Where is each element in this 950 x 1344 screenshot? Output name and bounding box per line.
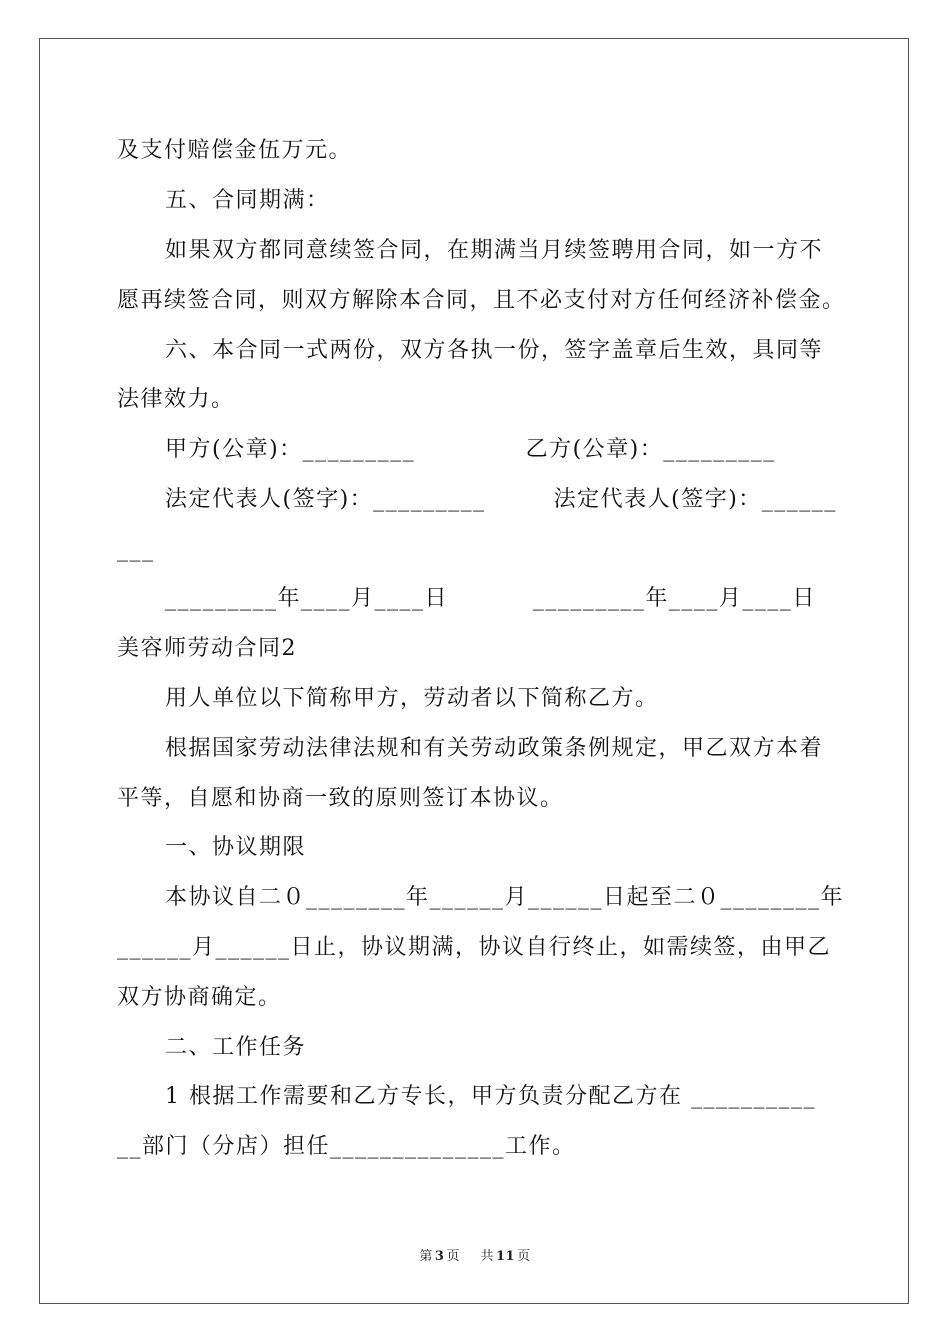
paragraph-line: 六、本合同一式两份，双方各执一份，签字盖章后生效，具同等 bbox=[165, 338, 824, 363]
paragraph-line: 如果双方都同意续签合同，在期满当月续签聘用合同，如一方不 bbox=[165, 238, 824, 263]
contract-title: 美容师劳动合同2 bbox=[117, 636, 297, 661]
paragraph-line: 愿再续签合同，则双方解除本合同，且不必支付对方任何经济补偿金。 bbox=[117, 288, 846, 313]
paragraph-line: 法律效力。 bbox=[117, 387, 235, 412]
signature-representative-line: 法定代表人(签字)：_________ 法定代表人(签字)：______ bbox=[165, 487, 837, 512]
paragraph-line: __部门（分店）担任______________工作。 bbox=[117, 1134, 576, 1159]
paragraph-line: ______月______日止，协议期满，协议自行终止，如需续签，由甲乙 bbox=[117, 935, 832, 960]
total-prefix: 共 bbox=[480, 1249, 494, 1264]
paragraph-line: 及支付赔偿金伍万元。 bbox=[117, 138, 353, 163]
section-heading: 二、工作任务 bbox=[165, 1035, 307, 1060]
section-heading: 五、合同期满： bbox=[165, 188, 330, 213]
section-heading: 一、协议期限 bbox=[165, 835, 307, 860]
signature-seal-line: 甲方(公章)：_________ 乙方(公章)：_________ bbox=[165, 437, 776, 462]
paragraph-line: 平等，自愿和协商一致的原则签订本协议。 bbox=[117, 786, 564, 811]
page-suffix: 页 bbox=[446, 1249, 460, 1264]
paragraph-line: ___ bbox=[117, 537, 155, 562]
page-total: 11 bbox=[496, 1249, 516, 1264]
page-prefix: 第 bbox=[419, 1249, 433, 1264]
signature-date-line: _________年____月____日 _________年____月____日 bbox=[165, 586, 816, 611]
paragraph-line: 本协议自二０________年______月______日起至二０________年 bbox=[165, 885, 845, 910]
paragraph-line: 用人单位以下简称甲方，劳动者以下简称乙方。 bbox=[165, 686, 659, 711]
paragraph-line: 根据国家劳动法律法规和有关劳动政策条例规定，甲乙双方本着 bbox=[165, 736, 824, 761]
page-footer bbox=[0, 1245, 950, 1264]
page-current: 3 bbox=[434, 1249, 445, 1264]
page-border bbox=[39, 38, 909, 1304]
total-suffix: 页 bbox=[517, 1249, 531, 1264]
paragraph-line: 1 根据工作需要和乙方专长，甲方负责分配乙方在 __________ bbox=[165, 1084, 816, 1109]
paragraph-line: 双方协商确定。 bbox=[117, 985, 282, 1010]
